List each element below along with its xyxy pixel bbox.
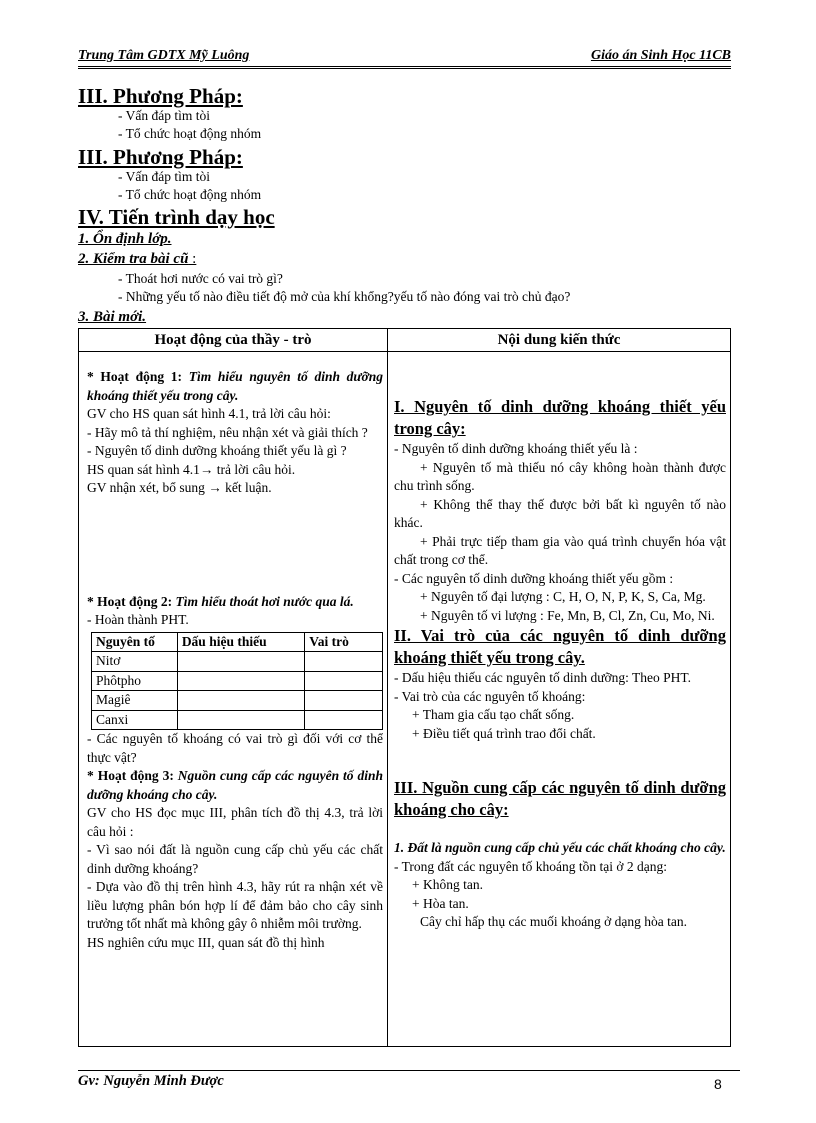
content-section-3-sub-end: . [722,840,726,855]
activity-1-line: - Hãy mô tả thí nghiệm, nêu nhận xét và giải thích ? [87,424,368,440]
activity-3-title: Nguồn cung cấp các nguyên tố dinh dưỡng khoáng cho cây. [87,768,383,802]
table-row [92,671,383,691]
activity-1-line: GV nhận xét, bổ sung → kết luận. [87,480,272,495]
footer-divider [78,1070,740,1071]
content-section-3-sub-text: 1. Đất là nguồn cung cấp chủ yếu các chất khoáng cho cây [394,840,723,855]
content-section-2-title: II. Vai trò của các nguyên tố dinh dưỡng khoáng thiết yếu trong cây. [394,626,726,667]
review-question: - Thoát hơi nước có vai trò gì? [118,271,283,286]
footer-author: Gv: Nguyễn Minh Được [78,1073,224,1089]
worksheet-cell [177,671,304,691]
worksheet-cell [305,671,383,691]
activity-2-title: Tìm hiểu thoát hơi nước qua lá. [175,593,354,609]
page-header [78,48,731,68]
content-section-3-title: III. Nguồn cung cấp các nguyên tố dinh dưỡng khoáng cho cây: [394,778,726,819]
content-line: - Dấu hiệu thiếu các nguyên tố dinh dưỡng: Theo PHT. [394,670,692,685]
worksheet-cell [177,691,304,711]
worksheet-element: Phôtpho [92,671,178,691]
activity-3-line: - Vì sao nói đất là nguồn cung cấp chủ yếu các chất dinh dưỡng khoáng? [87,842,383,876]
activities-column [79,352,387,1046]
table-row [92,652,383,672]
worksheet-element: Magiê [92,691,178,711]
content-section-1-title: I. Nguyên tố dinh dưỡng khoáng thiết yếu trong cây: [394,397,726,438]
activity-3-line: HS nghiên cứu mục III, quan sát đồ thị hình [87,934,325,950]
section-title-procedure: IV. Tiến trình dạy học [78,205,275,229]
subsection-new-lesson: 3. Bài mới. [78,309,147,325]
worksheet-cell [305,691,383,711]
activity-3-line: - Dựa vào đồ thị trên hình 4.3, hãy rút ra nhận xét về liều lượng phân bón hợp lí để đảm bảo cho cây sinh trưởng tốt nhất mà không gây ô nhiễm môi trường. [87,879,383,931]
activity-1-line: - Nguyên tố dinh dưỡng khoáng thiết yếu là gì ? [87,443,347,458]
activity-1-line: HS quan sát hình 4.1→ trả lời câu hỏi. [87,461,296,477]
method-item: - Vấn đáp tìm tòi [118,169,210,184]
content-line: - Vai trò của các nguyên tố khoáng: [394,688,586,704]
worksheet-header: Vai trò [305,632,383,652]
worksheet-element: Nitơ [92,652,178,672]
content-point: + Hòa tan. [412,895,469,911]
content-point: + Không thể thay thế được bởi bất kì nguyên tố nào khác. [394,496,726,530]
activity-3-line: GV cho HS đọc mục III, phân tích đồ thị 4.3, trả lời câu hỏi : [87,805,383,839]
content-point: + Không tan. [412,877,483,892]
content-point: + Nguyên tố mà thiếu nó cây không hoàn thành được chu trình sống. [394,459,726,493]
worksheet-table [91,632,383,731]
content-point: + Điều tiết quá trình trao đổi chất. [412,725,596,741]
subsection-review [78,251,196,268]
activity-2-line: - Hoàn thành PHT. [87,612,189,627]
content-cell [388,352,731,1047]
worksheet-cell [305,710,383,730]
review-question: - Những yếu tố nào điều tiết độ mở của khí khổng?yếu tố nào đóng vai trò chủ đạo? [118,289,571,304]
activity-3-prefix: * Hoạt động 3: [87,768,178,783]
worksheet-cell [177,710,304,730]
header-school: Trung Tâm GDTX Mỹ Luông [78,48,250,63]
content-column [388,352,730,1046]
activity-1-heading [87,368,383,405]
table-header-activities: Hoạt động của thầy - trò [79,329,388,352]
worksheet-cell [177,652,304,672]
lesson-table [78,328,731,1047]
table-row [92,691,383,711]
activity-1-title: Tìm hiểu nguyên tố dinh dưỡng khoáng thiết yếu trong cây. [87,369,384,403]
header-subject: Giáo án Sinh Học 11CB [590,48,731,63]
activity-2-heading [87,593,383,612]
subsection-class-order: 1. Ổn định lớp. [78,231,172,247]
activity-2-question: - Các nguyên tố khoáng có vai trò gì đối với cơ thể thực vật? [87,731,383,765]
method-item: - Tổ chức hoạt động nhóm [118,126,262,141]
content-point: + Phải trực tiếp tham gia vào quá trình chuyển hóa vật chất trong cơ thể. [394,533,726,567]
method-item: - Tổ chức hoạt động nhóm [118,187,262,202]
activity-2-prefix: * Hoạt động 2: [87,593,176,609]
content-line: - Trong đất các nguyên tố khoáng tồn tại ở 2 dạng: [394,858,667,874]
content-point: + Nguyên tố đại lượng : C, H, O, N, P, K, S, Ca, Mg. [420,589,706,604]
worksheet-cell [305,652,383,672]
worksheet-header: Dấu hiệu thiếu [177,632,304,652]
content-conclusion: Cây chỉ hấp thụ các muối khoáng ở dạng hòa tan. [420,914,687,929]
activity-1-line: GV cho HS quan sát hình 4.1, trả lời câu hỏi: [87,406,331,421]
content-point: + Nguyên tố vi lượng : Fe, Mn, B, Cl, Zn, Cu, Mo, Ni. [420,607,715,623]
review-colon: : [188,251,197,267]
content-section-3-sub [394,839,726,858]
section-title-methods-repeat: III. Phương Pháp: [78,145,243,169]
worksheet-element: Canxi [92,710,178,730]
header-divider [78,66,731,69]
review-title: 2. Kiểm tra bài cũ [78,251,189,267]
activity-3-heading [87,767,383,804]
method-item: - Vấn đáp tìm tòi [118,108,210,123]
page-number: 8 [714,1076,722,1092]
content-point: + Tham gia cấu tạo chất sống. [412,707,575,722]
activity-1-prefix: * Hoạt động 1: [87,369,189,384]
table-header-content: Nội dung kiến thức [388,329,731,352]
activities-cell [79,352,388,1047]
table-row [92,710,383,730]
content-line: - Các nguyên tố dinh dưỡng khoáng thiết yếu gồm : [394,570,674,586]
section-title-methods: III. Phương Pháp: [78,84,243,108]
content-line: - Nguyên tố dinh dưỡng khoáng thiết yếu là : [394,441,638,456]
worksheet-header: Nguyên tố [92,632,178,652]
